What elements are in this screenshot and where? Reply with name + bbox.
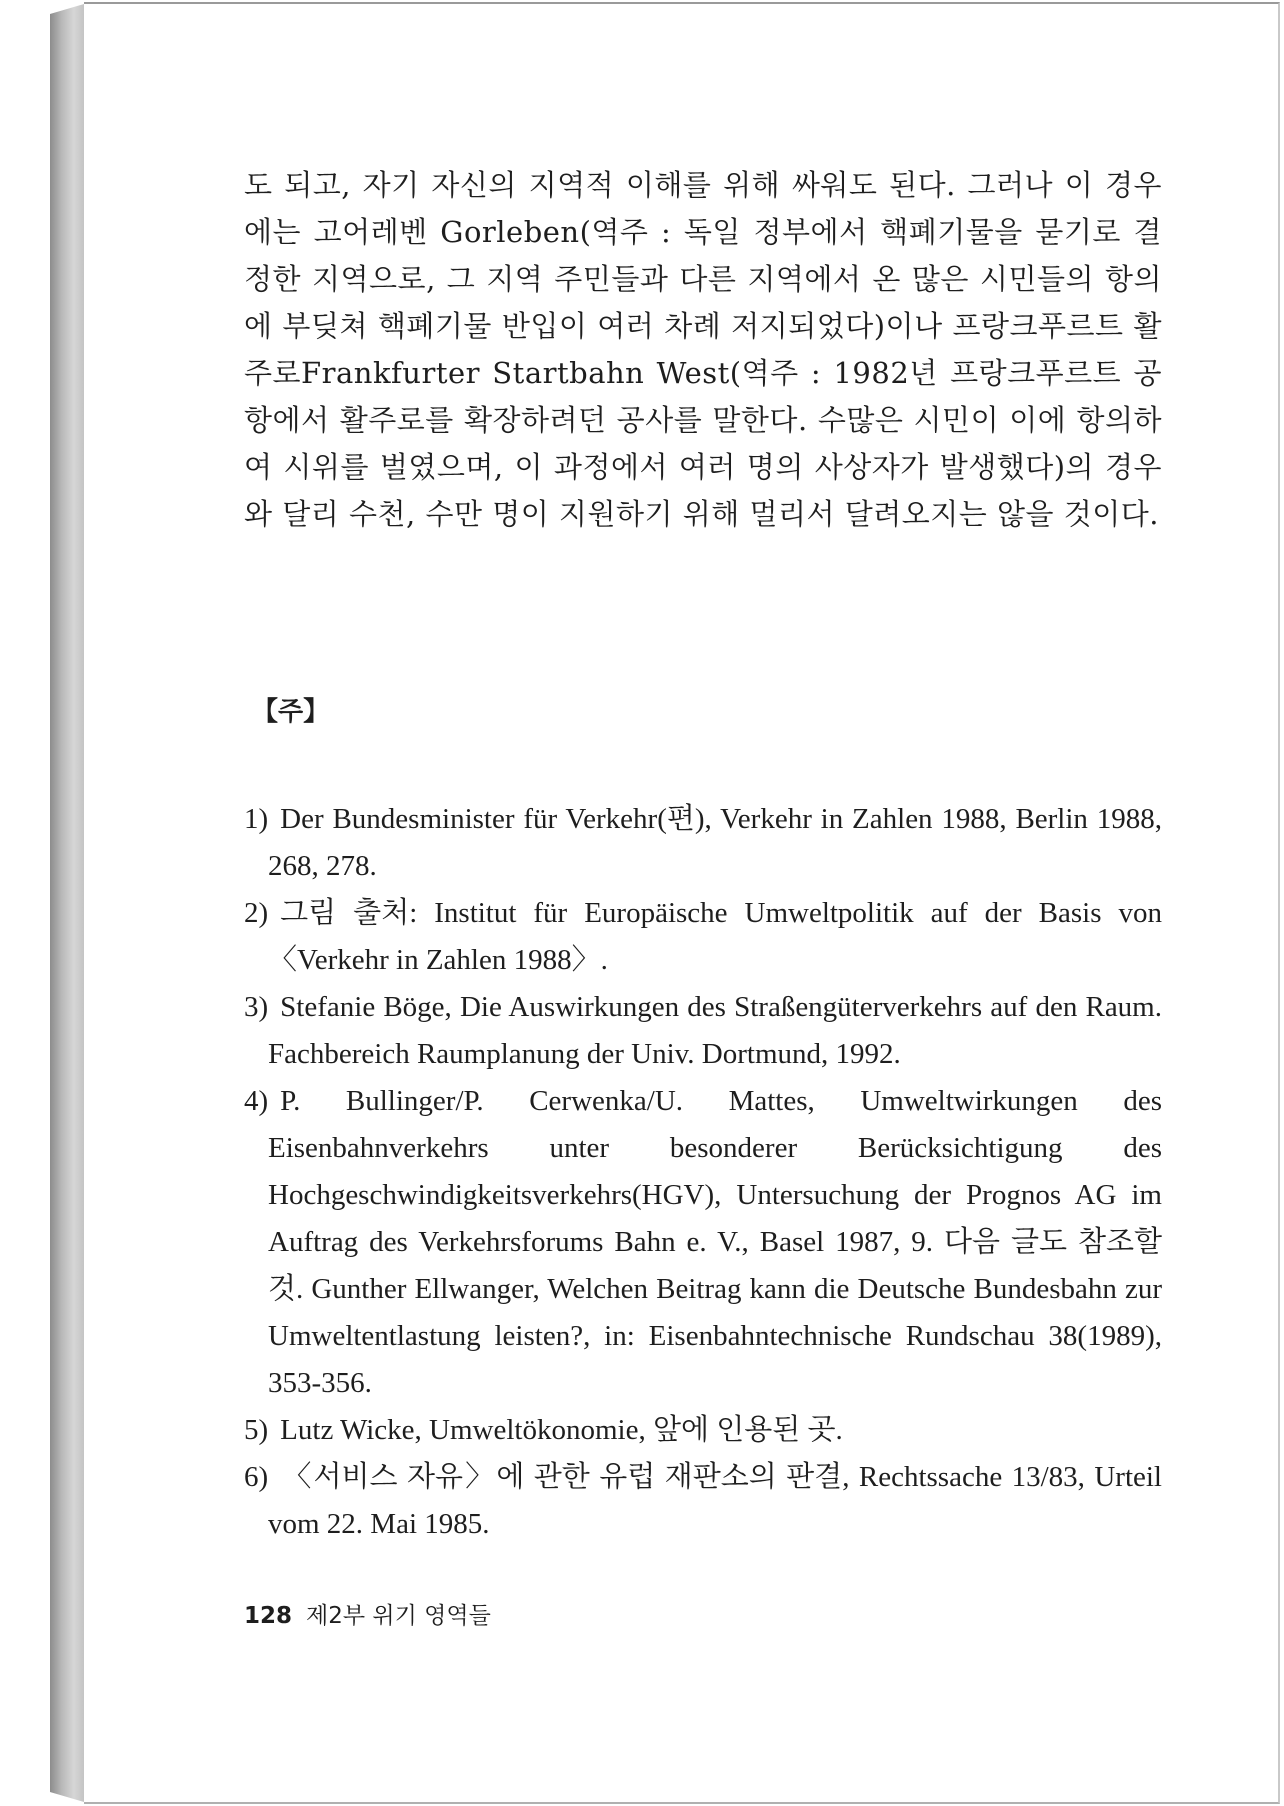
page-number: 128 xyxy=(244,1603,293,1629)
endnote-text: Der Bundesminister für Verkehr(편), Verkehr in Zahlen 1988, Berlin 1988, 268, 278. xyxy=(268,803,1162,882)
body-paragraph xyxy=(244,162,1162,538)
running-footer-section: 제2부 위기 영역들 xyxy=(306,1603,491,1629)
endnote-text: 그림 출처: Institut für Europäische Umweltpolitik auf der Basis von 〈Verkehr in Zahlen 1988〉. xyxy=(268,897,1162,976)
endnote-number: 4) xyxy=(244,1085,269,1117)
endnote xyxy=(244,890,1162,984)
endnote xyxy=(244,984,1162,1078)
endnote-text: 〈서비스 자유〉에 관한 유럽 재판소의 판결, Rechtssache 13/83, Urteil vom 22. Mai 1985. xyxy=(268,1461,1162,1540)
endnote-text: P. Bullinger/P. Cerwenka/U. Mattes, Umweltwirkungen des Eisenbahnverkehrs unter besonderer Berücksichtigung des Hochgeschwindigkeitsverkehrs(HGV), Untersuchung der Prognos AG im Auftrag des Verkehrsforums Bahn e. V., Basel 1987, 9. 다음 글도 참조할 것. Gunther Ellwanger, Welchen Beitrag kann die Deutsche Bundesbahn zur Umweltentlastung leisten?, in: Eisenbahntechnische Rundschau 38(1989), 353-356. xyxy=(268,1085,1162,1399)
endnote-number: 1) xyxy=(244,803,269,835)
endnote-number: 6) xyxy=(244,1461,269,1493)
endnotes-list xyxy=(244,796,1162,1548)
endnote-text: Stefanie Böge, Die Auswirkungen des Straßengüterverkehrs auf den Raum. Fachbereich Raumplanung der Univ. Dortmund, 1992. xyxy=(268,991,1162,1070)
book-spine-edge xyxy=(50,4,84,1802)
endnote xyxy=(244,1407,1162,1454)
endnote-number: 5) xyxy=(244,1414,269,1446)
endnote xyxy=(244,796,1162,890)
notes-heading: 【주】 xyxy=(252,697,330,727)
endnote-number: 3) xyxy=(244,991,269,1023)
endnote-number: 2) xyxy=(244,897,269,929)
body-paragraph-text: 도 되고, 자기 자신의 지역적 이해를 위해 싸워도 된다. 그러나 이 경우에는 고어레벤 Gorleben(역주 : 독일 정부에서 핵폐기물을 묻기로 결정한 지역으로, 그 지역 주민들과 다른 지역에서 온 많은 시민들의 항의에 부딪쳐 핵폐기물 반입이 여러 차례 저지되었다)이나 프랑크푸르트 활주로Frankfurter Startbahn West(역주 : 1982년 프랑크푸르트 공항에서 활주로를 확장하려던 공사를 말한다. 수많은 시민이 이에 항의하여 시위를 벌였으며, 이 과정에서 여러 명의 사상자가 발생했다)의 경우와 달리 수천, 수만 명이 지원하기 위해 멀리서 달려오지는 않을 것이다. xyxy=(244,168,1162,531)
endnote-text: Lutz Wicke, Umweltökonomie, 앞에 인용된 곳. xyxy=(280,1414,843,1446)
endnote xyxy=(244,1078,1162,1407)
page-footer xyxy=(244,1596,491,1636)
endnote xyxy=(244,1454,1162,1548)
